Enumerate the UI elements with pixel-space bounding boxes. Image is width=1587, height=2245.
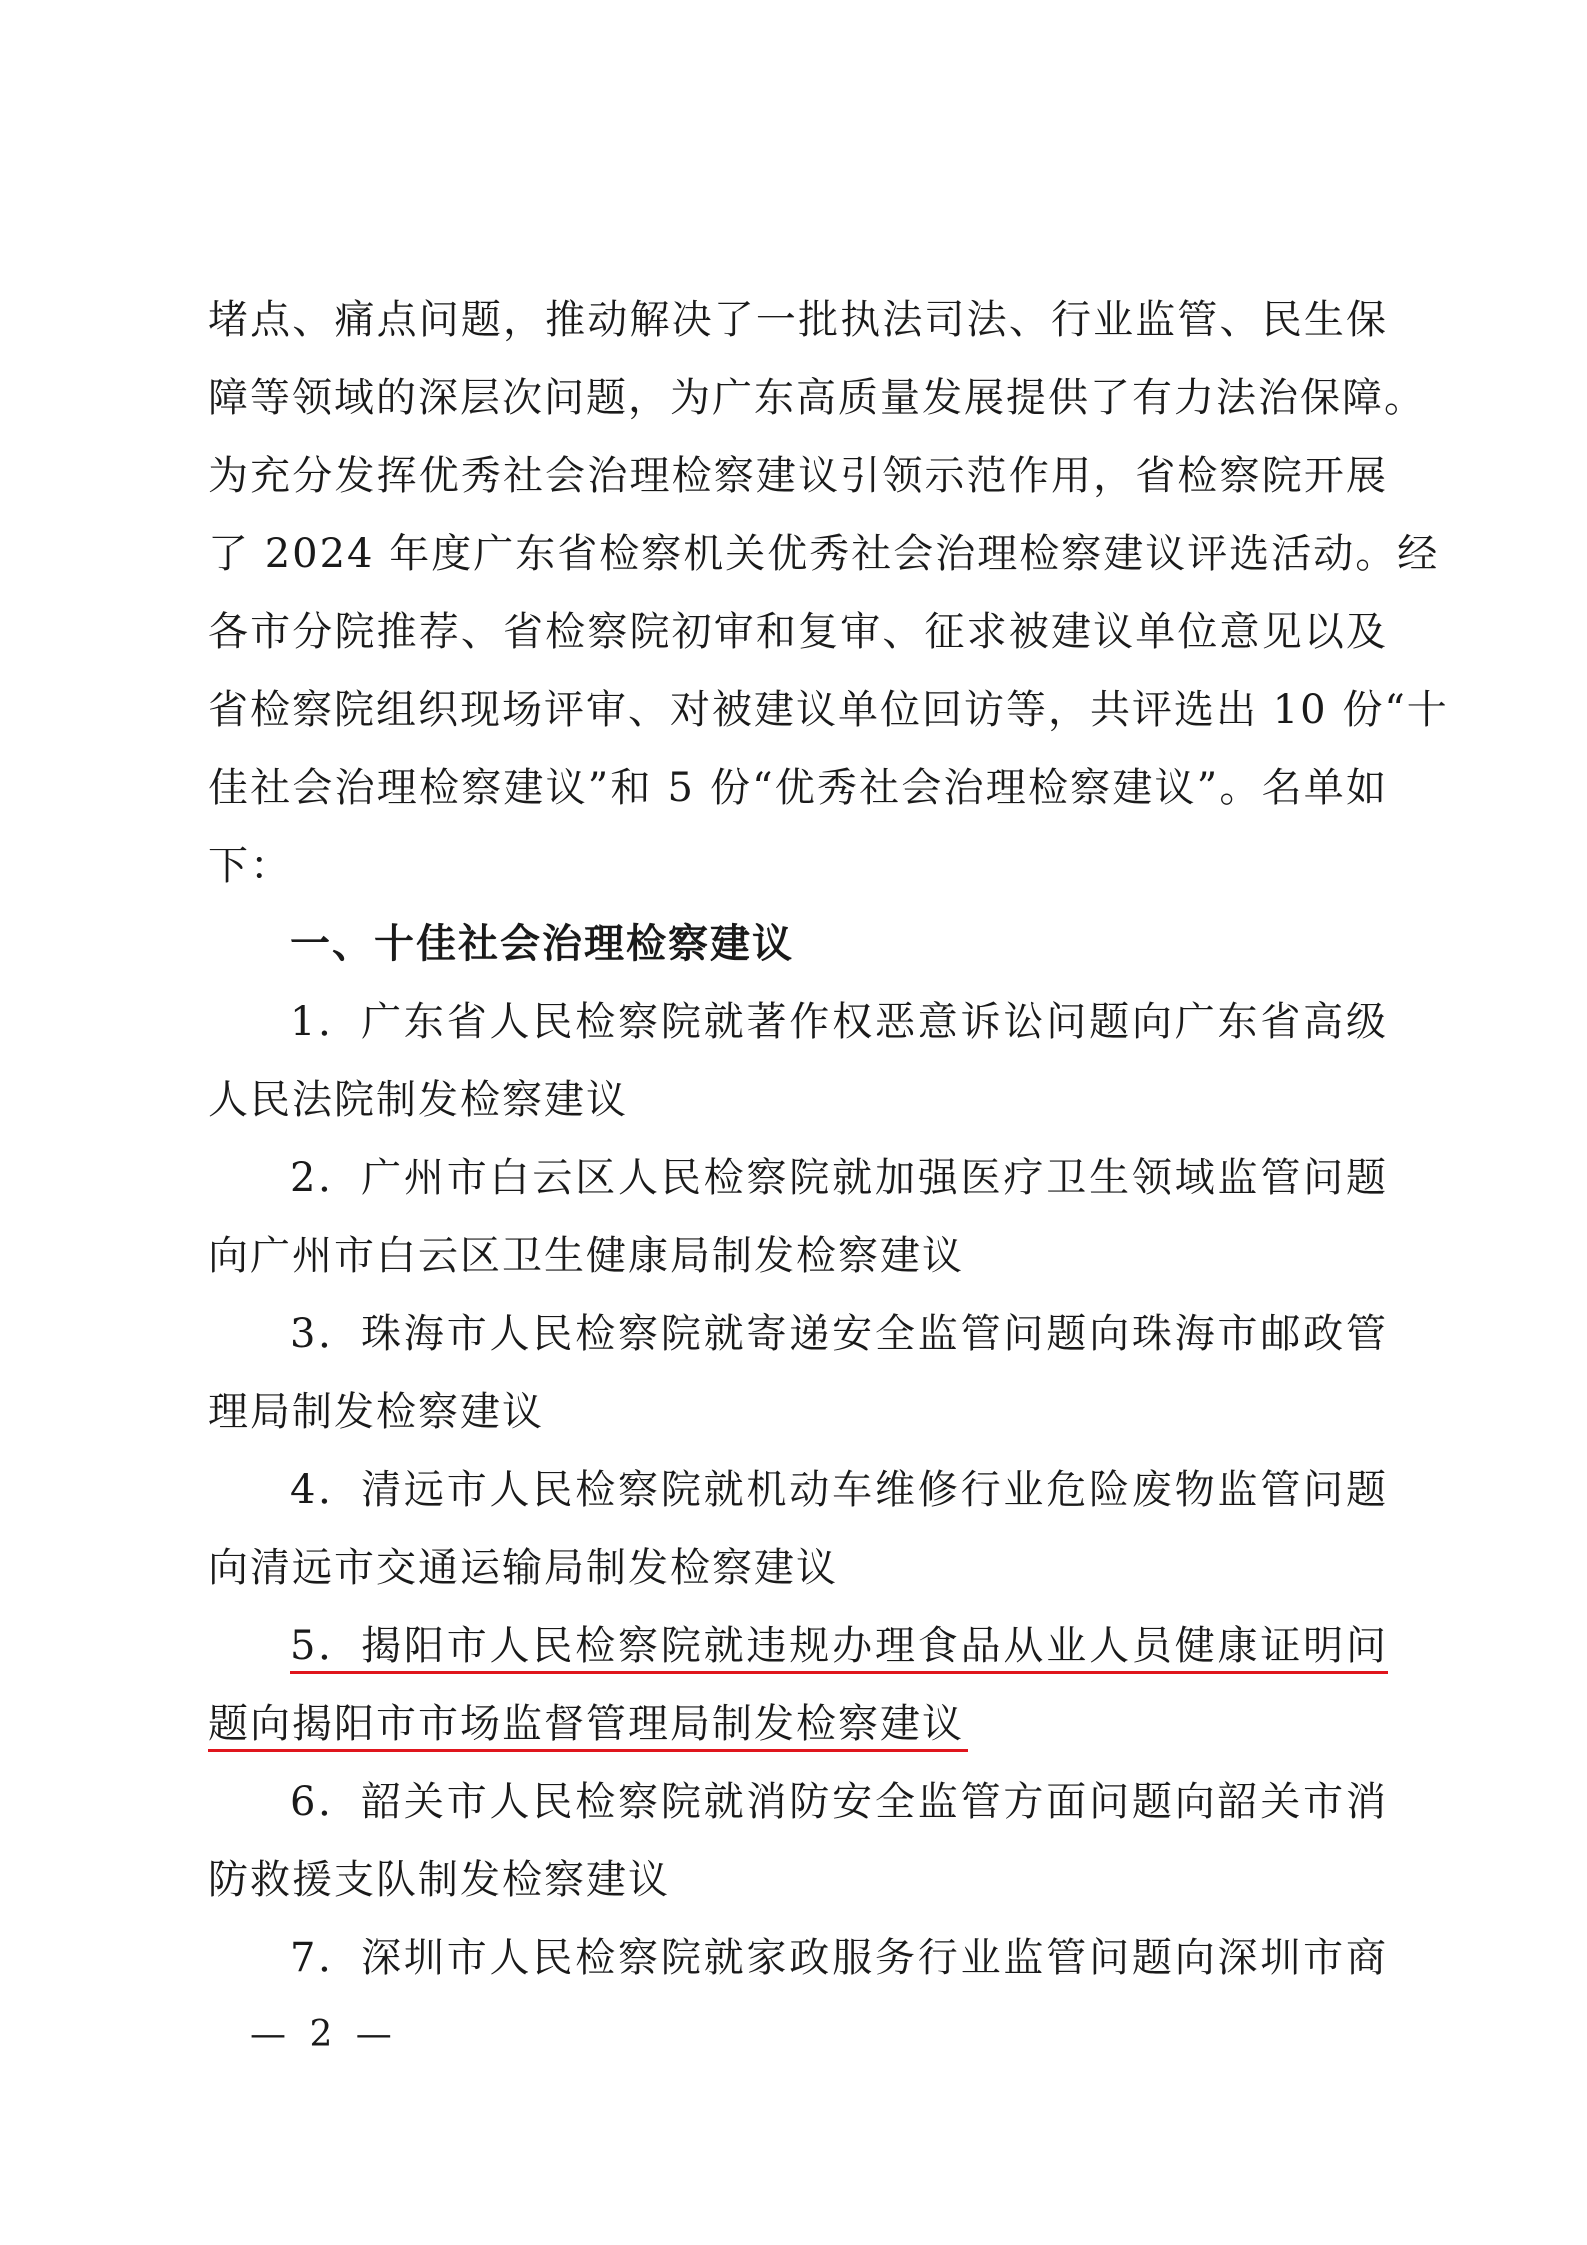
paragraph-line: 为充分发挥优秀社会治理检察建议引领示范作用，省检察院开展	[208, 453, 1388, 499]
highlight-underline	[290, 1671, 1388, 1674]
list-item-line: 7．深圳市人民检察院就家政服务行业监管问题向深圳市商	[290, 1935, 1388, 1981]
paragraph-line: 各市分院推荐、省检察院初审和复审、征求被建议单位意见以及	[208, 609, 1388, 655]
paragraph-line: 障等领域的深层次问题，为广东高质量发展提供了有力法治保障。	[208, 375, 1426, 421]
list-item-line: 3．珠海市人民检察院就寄递安全监管问题向珠海市邮政管	[290, 1311, 1388, 1357]
list-item-line: 1．广东省人民检察院就著作权恶意诉讼问题向广东省高级	[290, 999, 1388, 1045]
list-item-line-highlighted: 5．揭阳市人民检察院就违规办理食品从业人员健康证明问	[290, 1623, 1388, 1669]
section-heading: 一、十佳社会治理检察建议	[290, 921, 794, 967]
list-item-line: 4．清远市人民检察院就机动车维修行业危险废物监管问题	[290, 1467, 1388, 1513]
highlight-underline	[208, 1749, 968, 1752]
page-number: — 2 —	[250, 2014, 398, 2055]
paragraph-line: 佳社会治理检察建议”和 5 份“优秀社会治理检察建议”。名单如	[208, 765, 1388, 811]
list-item-line: 向清远市交通运输局制发检察建议	[208, 1545, 838, 1591]
paragraph-line: 了 2024 年度广东省检察机关优秀社会治理检察建议评选活动。经	[208, 531, 1440, 577]
paragraph-line: 下：	[208, 843, 292, 889]
paragraph-line: 堵点、痛点问题，推动解决了一批执法司法、行业监管、民生保	[208, 297, 1388, 343]
list-item-line: 理局制发检察建议	[208, 1389, 544, 1435]
paragraph-line: 省检察院组织现场评审、对被建议单位回访等，共评选出 10 份“十	[208, 687, 1449, 733]
list-item-line: 防救援支队制发检察建议	[208, 1857, 670, 1903]
list-item-line: 2．广州市白云区人民检察院就加强医疗卫生领域监管问题	[290, 1155, 1388, 1201]
list-item-line: 向广州市白云区卫生健康局制发检察建议	[208, 1233, 964, 1279]
list-item-line-highlighted: 题向揭阳市市场监督管理局制发检察建议	[208, 1701, 964, 1747]
list-item-line: 人民法院制发检察建议	[208, 1077, 628, 1123]
list-item-line: 6．韶关市人民检察院就消防安全监管方面问题向韶关市消	[290, 1779, 1388, 1825]
